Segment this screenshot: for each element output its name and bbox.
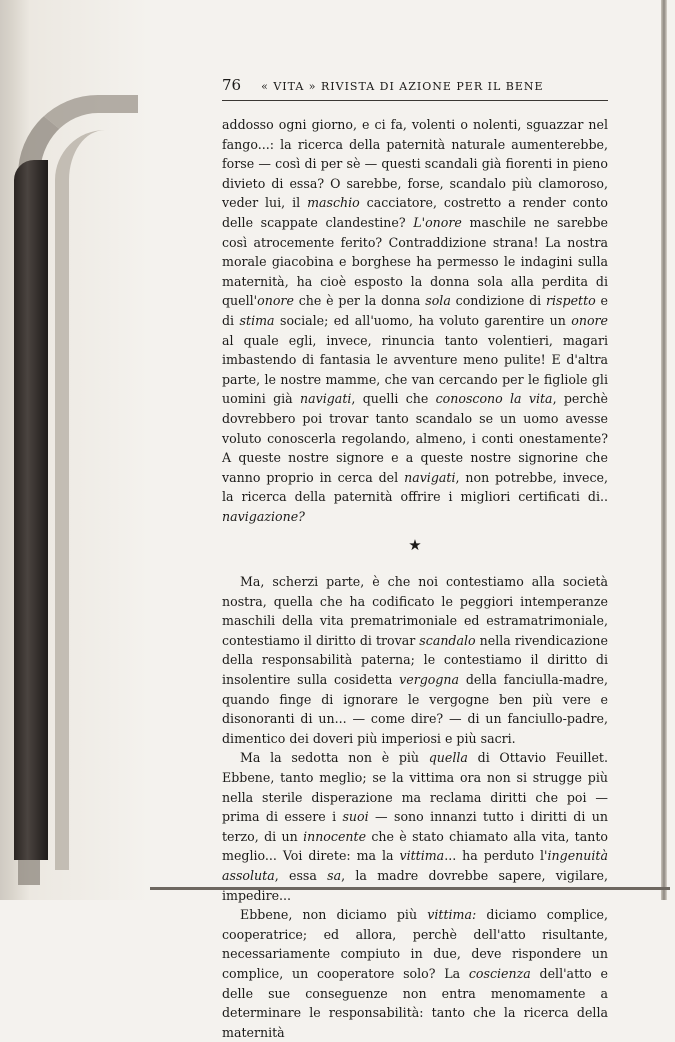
text-run: , non potrebbe, invece, la ricerca della paternità offrire i migliori certificati di.. bbox=[222, 469, 608, 505]
running-head: « VITA » RIVISTA DI AZIONE PER IL BENE bbox=[261, 80, 544, 93]
paragraph bbox=[222, 572, 608, 748]
text-run: e di bbox=[222, 293, 608, 328]
italic-text: sola bbox=[425, 293, 451, 309]
text-run: sociale; ed all'uomo, ha voluto garentire un bbox=[274, 312, 572, 328]
text-run: dell'atto e delle sue conseguenze non entra menomamente a determinare le responsabilità: tanto che la ricerca della maternità bbox=[222, 965, 608, 1040]
text-run: nella rivendicazione della responsabilità paterna; le contestiamo il diritto di insolentire sulla cosidetta bbox=[222, 632, 608, 688]
italic-text: innocente bbox=[303, 828, 367, 844]
italic-text: quella bbox=[428, 750, 468, 766]
text-run: , quelli che bbox=[351, 391, 436, 407]
text-run: che è stato chiamato alla vita, tanto meglio... Voi direte: ma la bbox=[222, 828, 608, 864]
italic-text: vittima bbox=[399, 848, 445, 864]
text-run: maschile ne sarebbe così atrocemente ferito? Contraddizione strana! La nostra morale giacobina e borghese ha permesso le indagini sulla maternità, ha cioè esposto la donna sola alla perdita di quell' bbox=[222, 214, 608, 309]
italic-text: sa bbox=[327, 867, 342, 883]
italic-text: ingenuità assoluta bbox=[222, 848, 608, 883]
italic-text: rispetto bbox=[546, 293, 596, 309]
paragraph bbox=[222, 115, 608, 526]
text-run: , essa bbox=[274, 867, 328, 883]
paragraph bbox=[222, 748, 608, 905]
text-run: diciamo complice, cooperatrice; ed allora, perchè dell'atto risultante, necessariamente compiuto in due, deve rispondere un complice, un cooperatore solo? La bbox=[222, 907, 608, 981]
text-run: cacciatore, costretto a render conto delle scappate clandestine? bbox=[222, 195, 608, 230]
text-run: Ebbene, non diciamo più bbox=[240, 907, 428, 923]
italic-text: conoscono la vita bbox=[435, 391, 553, 407]
text-run: di Ottavio Feuillet. Ebbene, tanto meglio; se la vittima ora non si strugge più nella sterile disperazione ma reclama diritti che poi — prima di essere i bbox=[222, 750, 608, 825]
text-run: , perchè dovrebbero poi trovar tanto scandalo se un uomo avesse voluto conoscerla regolando, almeno, i conti onestamente? A queste nostre signore e a queste nostre signorine che vanno proprio in cerca del bbox=[222, 391, 609, 485]
body-text bbox=[222, 115, 608, 1042]
italic-text: scandalo bbox=[419, 632, 476, 648]
text-run: che è per la donna bbox=[293, 293, 426, 309]
binding-arch-inner bbox=[55, 130, 130, 870]
page bbox=[222, 76, 608, 1042]
italic-text: vergogna bbox=[399, 672, 460, 688]
italic-text: navigazione? bbox=[222, 508, 305, 524]
italic-text: L'onore bbox=[413, 214, 462, 230]
italic-text: coscienza bbox=[468, 965, 531, 981]
paragraph bbox=[222, 905, 608, 1042]
text-run: condizione di bbox=[450, 293, 546, 309]
italic-text: vittima: bbox=[427, 907, 477, 923]
text-run: — sono innanzi tutto i diritti di un terzo, di un bbox=[222, 809, 608, 844]
binding-spine bbox=[14, 160, 48, 860]
page-edge bbox=[661, 0, 667, 900]
page-number: 76 bbox=[222, 76, 242, 94]
text-run: addosso ogni giorno, e ci fa, volenti o nolenti, sguazzar nel fango...: la ricerca della paternità naturale aumenterebbe, forse — così di per sè — questi scandali già fiorenti in pieno divieto di essa? O sarebbe, forse, scandalo più clamoroso, veder lui, il bbox=[222, 117, 608, 211]
text-run: della fanciulla-madre, quando finge di ignorare le vergogne ben più vere e disonoranti di un... — come dire? — di un fanciullo-padre, dimentico dei doveri più imperiosi e più sacri. bbox=[222, 672, 608, 746]
italic-text: navigati bbox=[404, 469, 456, 485]
text-run: , la madre dovrebbe sapere, vigilare, impedire... bbox=[222, 867, 608, 903]
text-run: Ma la sedotta non è più bbox=[240, 750, 429, 766]
italic-text: navigati bbox=[299, 391, 352, 407]
italic-text: stima bbox=[239, 312, 275, 328]
italic-text: suoi bbox=[342, 809, 369, 825]
text-run: al quale egli, invece, rinuncia tanto volentieri, magari imbastendo di fantasia le avventure meno pulite! E d'altra parte, le nostre mamme, che van cercando per le figliole gli uomini già bbox=[222, 332, 608, 407]
text-run: ... ha perduto l' bbox=[444, 848, 548, 864]
italic-text: onore bbox=[257, 293, 294, 309]
star-separator: ★ bbox=[408, 536, 422, 555]
italic-text: maschio bbox=[307, 195, 360, 211]
page-header bbox=[222, 76, 608, 101]
italic-text: onore bbox=[571, 312, 609, 328]
text-run: Ma, scherzi parte, è che noi contestiamo alla società nostra, quella che ha codificato le peggiori intemperanze maschili della vita prematrimoniale ed estramatrimoniale, contestiamo il diritto di trovar bbox=[222, 574, 608, 648]
